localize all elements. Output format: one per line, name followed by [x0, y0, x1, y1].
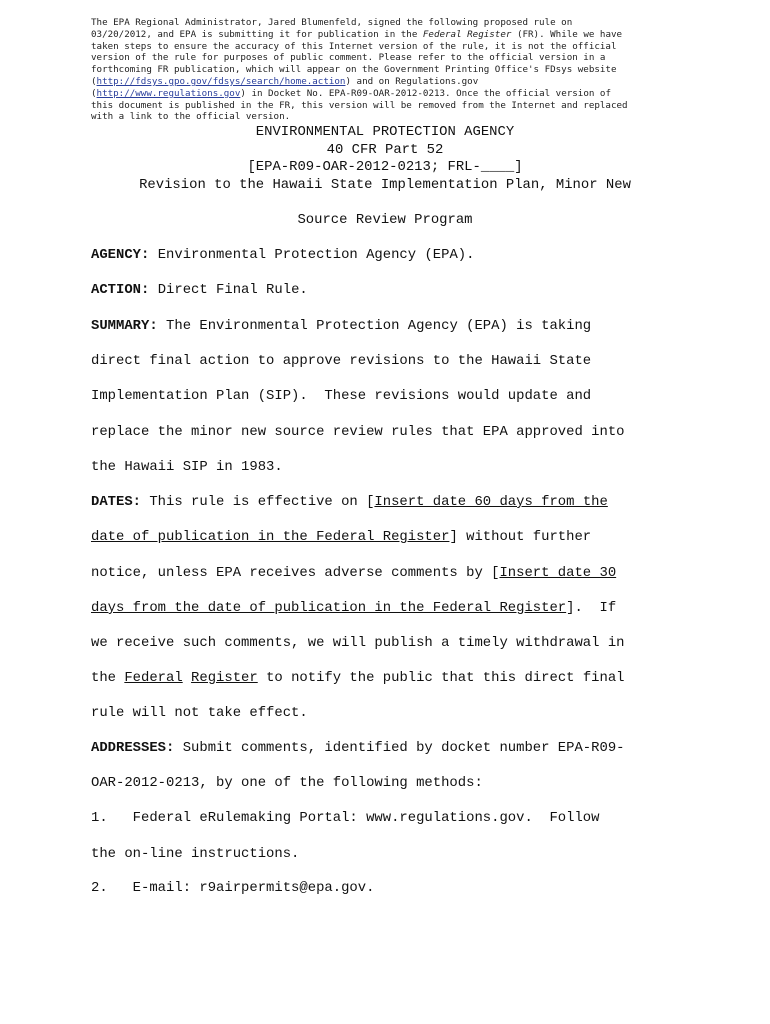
dates-line: we receive such comments, we will publish a timely withdrawal in	[91, 635, 625, 651]
disclaimer-line: version of the rule for purposes of public comment. Please refer to the official version in a	[91, 52, 606, 64]
title-line-1: Revision to the Hawaii State Implementation Plan, Minor New	[139, 177, 631, 193]
disclaimer-line: with a link to the official version.	[91, 111, 291, 123]
disclaimer-line: this document is published in the FR, this version will be removed from the Internet and replaced	[91, 99, 628, 111]
disclaimer-line: taken steps to ensure the accuracy of this Internet version of the rule, it is not the official	[91, 40, 617, 52]
agency-heading: ENVIRONMENTAL PROTECTION AGENCY	[255, 124, 515, 140]
disclaimer-line: forthcoming FR publication, which will appear on the Government Printing Office's FDsys website	[91, 64, 617, 76]
disclaimer-line: The EPA Regional Administrator, Jared Blumenfeld, signed the following proposed rule on	[91, 17, 573, 28]
action-paragraph: ACTION: Direct Final Rule.	[91, 282, 308, 298]
addresses-label: ADDRESSES:	[91, 740, 175, 756]
method-item: 2. E-mail: r9airpermits@epa.gov.	[91, 880, 375, 896]
agency-paragraph: AGENCY: Environmental Protection Agency (EPA).	[91, 247, 475, 263]
disclaimer-line: 03/20/2012, and EPA is submitting it for publication in the Federal Register (FR). While we have	[91, 28, 623, 40]
summary-line: the Hawaii SIP in 1983.	[91, 459, 283, 475]
disclaimer-note	[91, 17, 691, 123]
cfr-heading: 40 CFR Part 52	[326, 142, 444, 158]
agency-label: AGENCY:	[91, 247, 150, 263]
addresses-line: OAR-2012-0213, by one of the following methods:	[91, 775, 483, 791]
dates-line: notice, unless EPA receives adverse comments by [Insert date 30	[91, 565, 617, 581]
addresses-line: ADDRESSES: Submit comments, identified by docket number EPA-R09-	[91, 740, 625, 756]
method-item: the on-line instructions.	[91, 846, 300, 862]
dates-line: days from the date of publication in the Federal Register]. If	[91, 600, 617, 616]
summary-line: replace the minor new source review rules that EPA approved into	[91, 424, 625, 440]
docket-heading: [EPA-R09-OAR-2012-0213; FRL-____]	[247, 159, 523, 175]
method-item: 1. Federal eRulemaking Portal: www.regulations.gov. Follow	[91, 810, 600, 826]
disclaimer-line: (http://fdsys.gpo.gov/fdsys/search/home.action) and on Regulations.gov	[91, 75, 479, 87]
summary-line: Implementation Plan (SIP). These revisions would update and	[91, 388, 592, 404]
disclaimer-line: (http://www.regulations.gov) in Docket No. EPA-R09-OAR-2012-0213. Once the official version of	[91, 87, 611, 99]
regulations-gov-link[interactable]: http://www.regulations.gov	[96, 87, 241, 99]
summary-line: direct final action to approve revisions to the Hawaii State	[91, 353, 592, 369]
title-line-2: Source Review Program	[297, 212, 473, 228]
dates-line: rule will not take effect.	[91, 705, 308, 721]
dates-line: the Federal Register to notify the public that this direct final	[91, 670, 625, 686]
summary-line: SUMMARY: The Environmental Protection Agency (EPA) is taking	[91, 318, 592, 334]
dates-line: date of publication in the Federal Register] without further	[91, 529, 592, 545]
summary-label: SUMMARY:	[91, 318, 158, 334]
dates-line: DATES: This rule is effective on [Insert date 60 days from the	[91, 494, 608, 510]
federal-register-italic: Federal Register	[422, 28, 512, 40]
action-label: ACTION:	[91, 282, 150, 298]
dates-label: DATES:	[91, 494, 142, 510]
fdsys-link[interactable]: http://fdsys.gpo.gov/fdsys/search/home.action	[96, 75, 346, 87]
